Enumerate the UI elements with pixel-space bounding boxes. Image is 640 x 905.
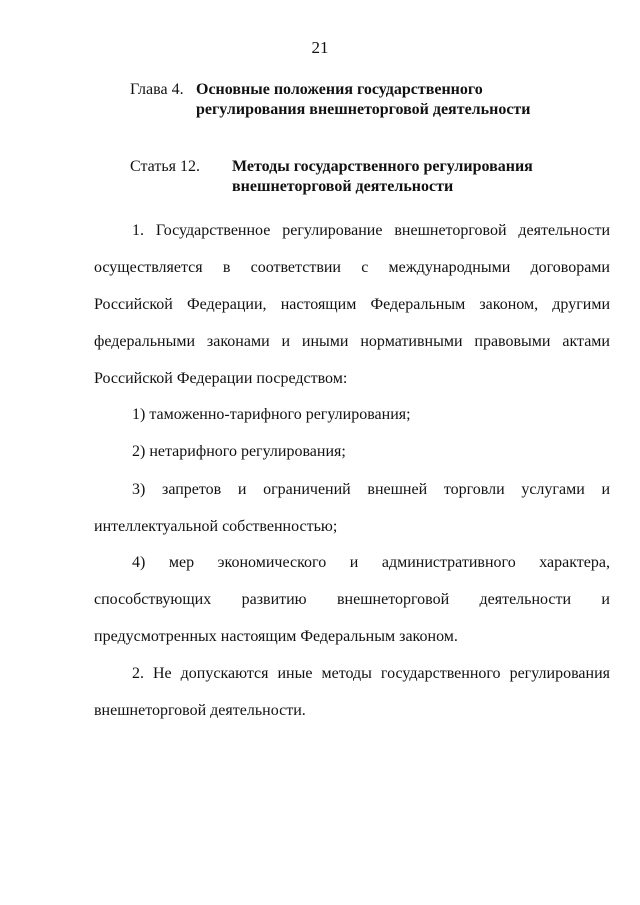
paragraph-1-line-5: Российской Федерации посредством: xyxy=(94,370,348,387)
article-title-line-1: Методы государственного регулирования xyxy=(232,158,533,175)
list-item-4-line-1: 4) мер экономического и административного характера, xyxy=(132,554,610,571)
chapter-title-line-1: Основные положения государственного xyxy=(196,81,483,98)
paragraph-2-line-2: внешнеторговой деятельности. xyxy=(94,702,306,719)
list-item-2 xyxy=(94,433,610,470)
list-item-1-text: 1) таможенно-тарифного регулирования; xyxy=(132,406,411,423)
chapter-title-line-2: регулирования внешнеторговой деятельности xyxy=(196,101,531,118)
paragraph-1-line-4: федеральными законами и иными нормативными правовыми актами xyxy=(94,333,610,350)
article-title-line-2: внешнеторговой деятельности xyxy=(232,178,454,195)
paragraph-1-line-1: 1. Государственное регулирование внешнеторговой деятельности xyxy=(132,222,610,239)
list-item-1 xyxy=(94,396,610,433)
paragraph-1 xyxy=(94,212,610,397)
list-item-3 xyxy=(94,471,610,545)
paragraph-1-line-3: Российской Федерации, настоящим Федеральным законом, другими xyxy=(94,296,610,313)
list-item-4-line-3: предусмотренных настоящим Федеральным законом. xyxy=(94,628,458,645)
chapter-title xyxy=(196,80,531,120)
article-label: Статья 12. xyxy=(130,158,200,175)
paragraph-1-line-2: осуществляется в соответствии с международными договорами xyxy=(94,259,610,276)
page-number: 21 xyxy=(311,38,329,57)
list-item-4-line-2: способствующих развитию внешнеторговой деятельности и xyxy=(94,591,610,608)
list-item-3-line-1: 3) запретов и ограничений внешней торговли услугами и xyxy=(132,481,610,498)
chapter-label: Глава 4. xyxy=(130,81,184,98)
list-item-4 xyxy=(94,544,610,655)
paragraph-2-line-1: 2. Не допускаются иные методы государственного регулирования xyxy=(132,665,610,682)
paragraph-2 xyxy=(94,655,610,729)
list-item-2-text: 2) нетарифного регулирования; xyxy=(132,443,346,460)
article-title xyxy=(232,157,533,197)
list-item-3-line-2: интеллектуальной собственностью; xyxy=(94,518,338,535)
